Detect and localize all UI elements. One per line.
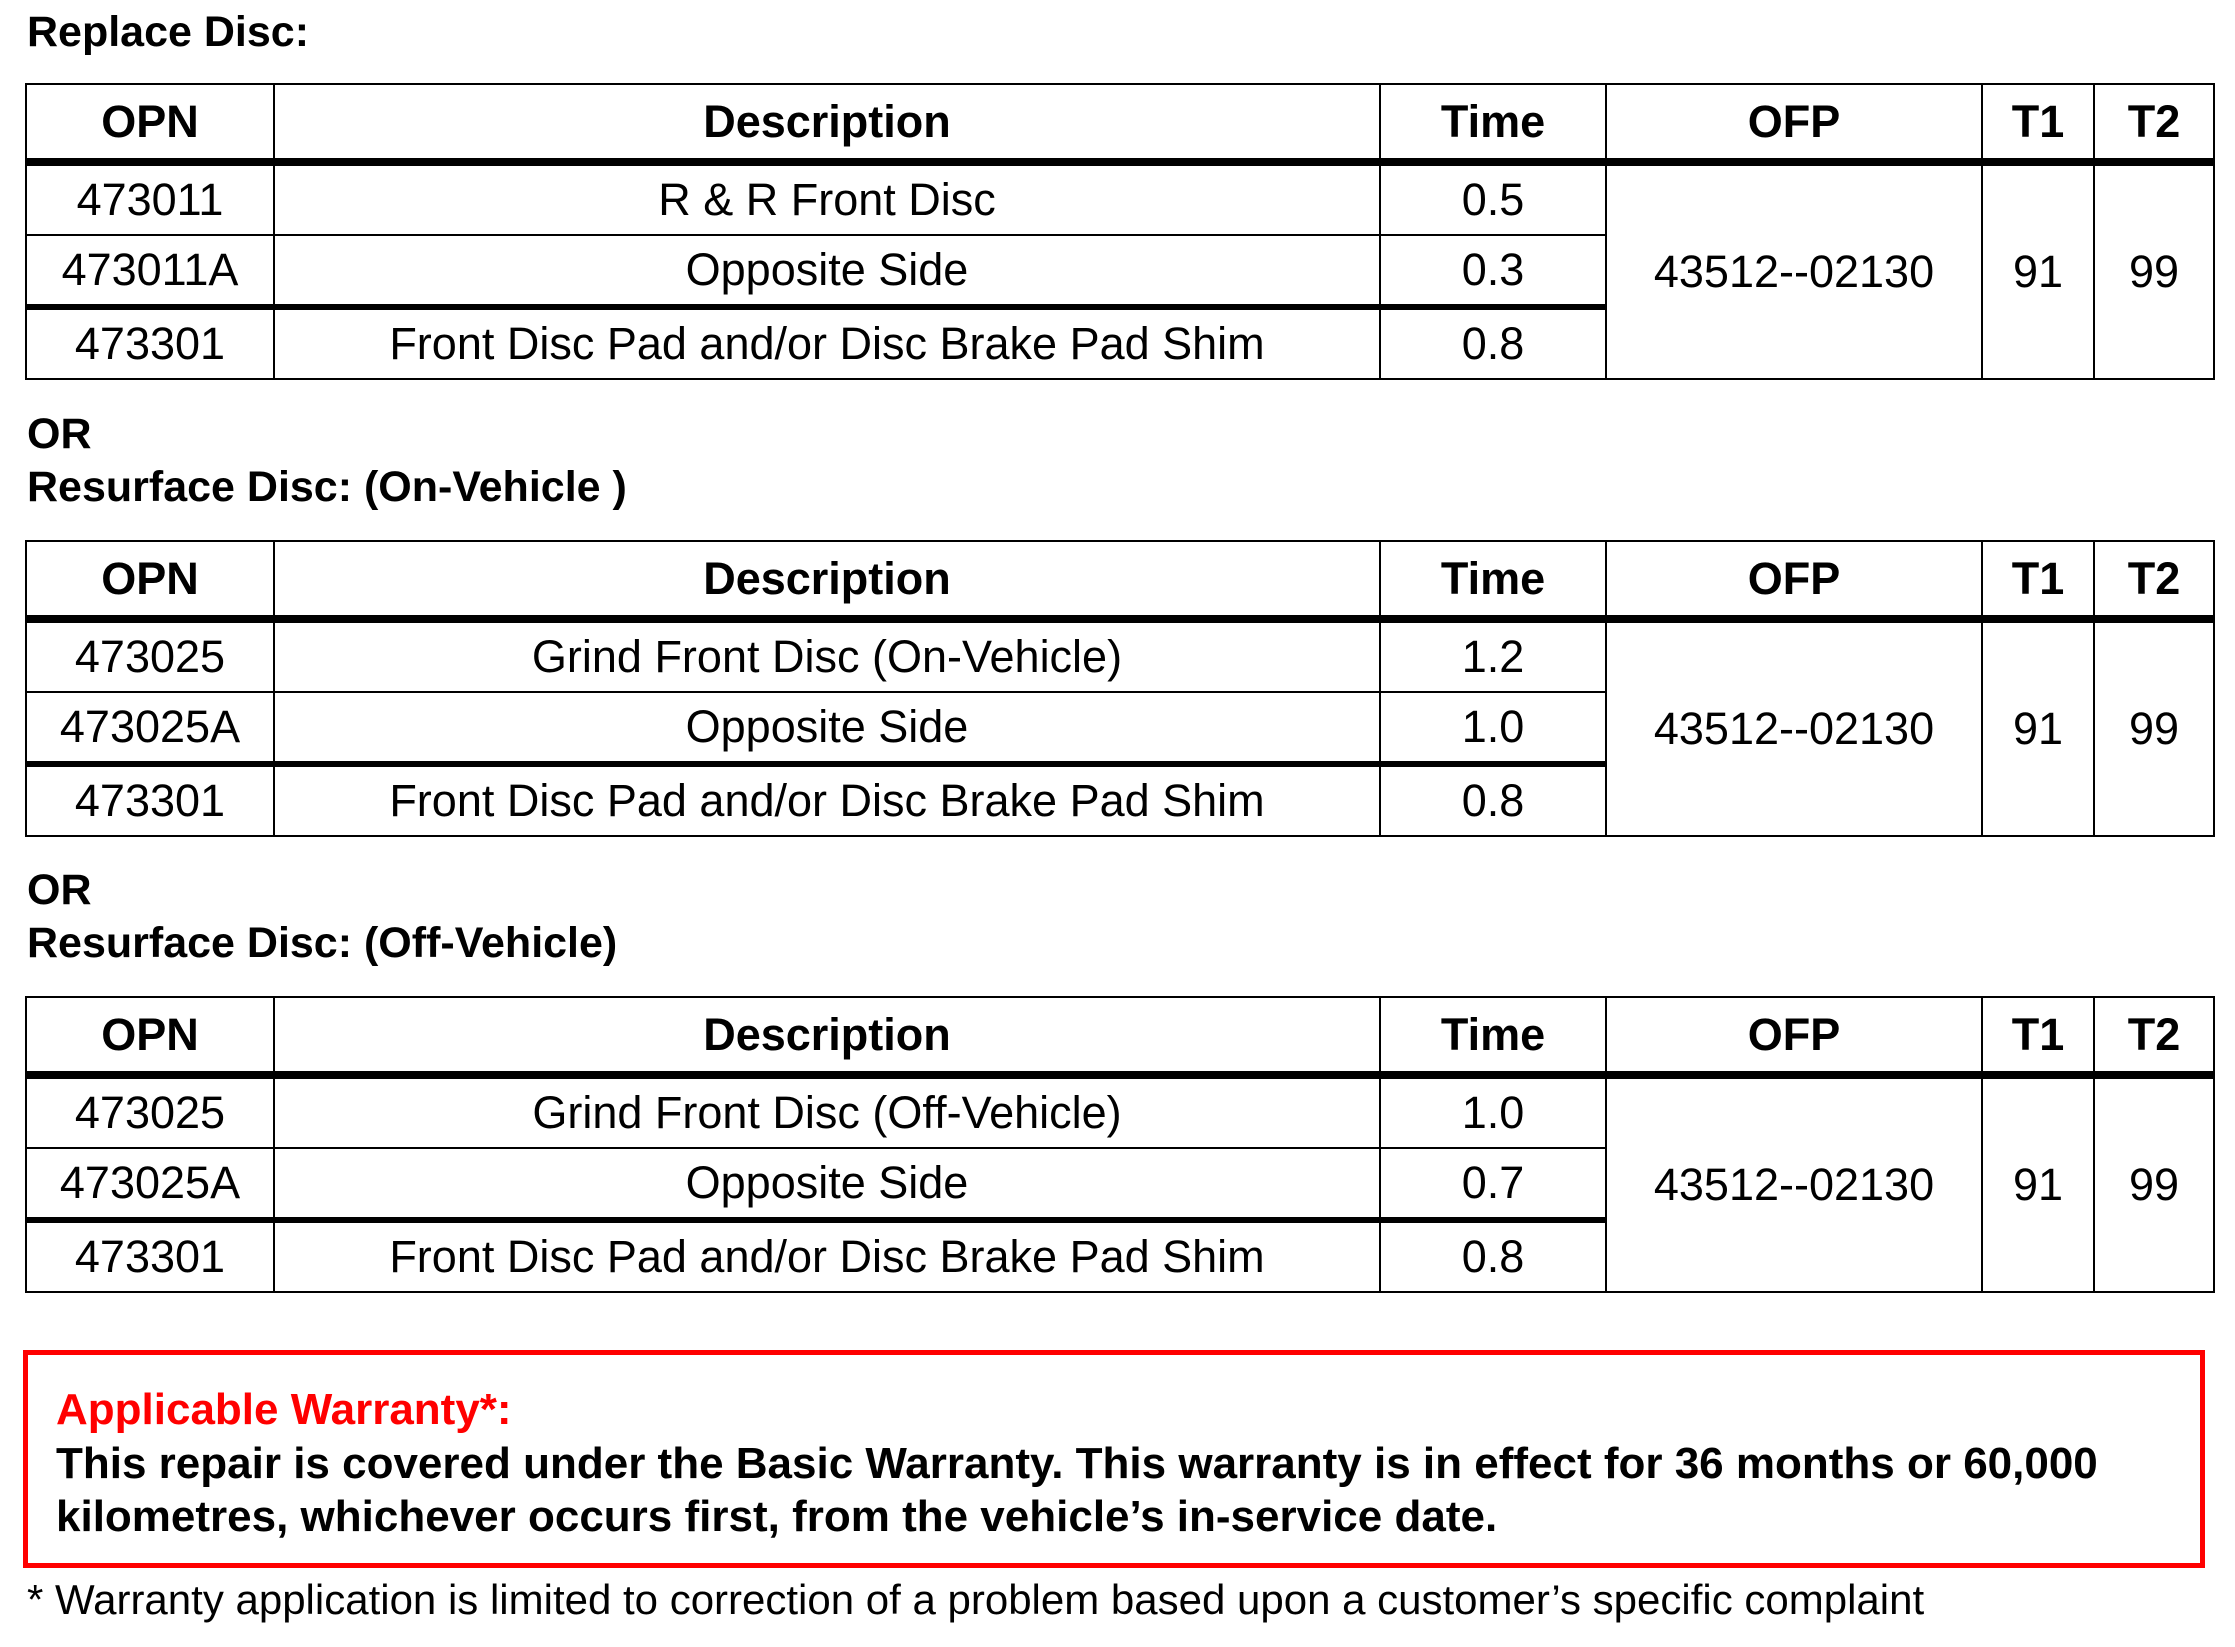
time-cell: 0.8 <box>1380 1220 1606 1292</box>
section-heading-resurface-off-vehicle: Resurface Disc: (Off-Vehicle) <box>27 919 618 967</box>
column-header-time: Time <box>1380 997 1606 1075</box>
column-header-ofp: OFP <box>1606 84 1982 162</box>
warranty-text: This repair is covered under the Basic Warranty. This warranty is in effect for 36 months or 60,000 kilometres, whichever occurs first, from the vehicle’s in-service date. <box>56 1439 2098 1541</box>
opn-cell: 473025A <box>26 1148 274 1220</box>
description-cell: Front Disc Pad and/or Disc Brake Pad Shim <box>274 764 1380 836</box>
column-header-t2: T2 <box>2094 997 2214 1075</box>
t2-cell: 99 <box>2094 1075 2214 1292</box>
description-cell: R & R Front Disc <box>274 162 1380 235</box>
labor-table-resurface-on-vehicle <box>25 540 2215 837</box>
table-row <box>26 162 2214 235</box>
column-header-t1: T1 <box>1982 541 2094 619</box>
time-cell: 1.2 <box>1380 619 1606 692</box>
column-header-time: Time <box>1380 84 1606 162</box>
t2-cell: 99 <box>2094 619 2214 836</box>
or-label: OR <box>27 410 92 458</box>
ofp-cell: 43512--02130 <box>1606 619 1982 836</box>
opn-cell: 473025A <box>26 692 274 764</box>
t1-cell: 91 <box>1982 1075 2094 1292</box>
column-header-t2: T2 <box>2094 541 2214 619</box>
description-cell: Opposite Side <box>274 692 1380 764</box>
column-header-opn: OPN <box>26 541 274 619</box>
description-cell: Grind Front Disc (Off-Vehicle) <box>274 1075 1380 1148</box>
warranty-box <box>23 1350 2205 1568</box>
opn-cell: 473025 <box>26 1075 274 1148</box>
warranty-footnote: * Warranty application is limited to correction of a problem based upon a customer’s specific complaint <box>27 1576 1925 1623</box>
column-header-time: Time <box>1380 541 1606 619</box>
time-cell: 0.7 <box>1380 1148 1606 1220</box>
opn-cell: 473301 <box>26 764 274 836</box>
column-header-description: Description <box>274 997 1380 1075</box>
column-header-ofp: OFP <box>1606 997 1982 1075</box>
table-row <box>26 619 2214 692</box>
ofp-cell: 43512--02130 <box>1606 1075 1982 1292</box>
opn-cell: 473025 <box>26 619 274 692</box>
description-cell: Grind Front Disc (On-Vehicle) <box>274 619 1380 692</box>
description-cell: Opposite Side <box>274 1148 1380 1220</box>
labor-table-replace-disc <box>25 83 2215 380</box>
column-header-opn: OPN <box>26 997 274 1075</box>
table-header-row <box>26 541 2214 619</box>
opn-cell: 473011A <box>26 235 274 307</box>
column-header-opn: OPN <box>26 84 274 162</box>
column-header-ofp: OFP <box>1606 541 1982 619</box>
time-cell: 0.5 <box>1380 162 1606 235</box>
description-cell: Opposite Side <box>274 235 1380 307</box>
column-header-description: Description <box>274 84 1380 162</box>
or-label: OR <box>27 866 92 914</box>
column-header-t2: T2 <box>2094 84 2214 162</box>
warranty-title: Applicable Warranty*: <box>56 1385 512 1434</box>
t1-cell: 91 <box>1982 162 2094 379</box>
time-cell: 0.8 <box>1380 764 1606 836</box>
column-header-t1: T1 <box>1982 997 2094 1075</box>
column-header-t1: T1 <box>1982 84 2094 162</box>
time-cell: 1.0 <box>1380 1075 1606 1148</box>
opn-cell: 473301 <box>26 307 274 379</box>
table-header-row <box>26 84 2214 162</box>
column-header-description: Description <box>274 541 1380 619</box>
labor-table-resurface-off-vehicle <box>25 996 2215 1293</box>
opn-cell: 473011 <box>26 162 274 235</box>
description-cell: Front Disc Pad and/or Disc Brake Pad Shim <box>274 1220 1380 1292</box>
opn-cell: 473301 <box>26 1220 274 1292</box>
ofp-cell: 43512--02130 <box>1606 162 1982 379</box>
time-cell: 0.3 <box>1380 235 1606 307</box>
t2-cell: 99 <box>2094 162 2214 379</box>
section-heading-replace-disc: Replace Disc: <box>27 8 310 56</box>
table-header-row <box>26 997 2214 1075</box>
table-row <box>26 1075 2214 1148</box>
description-cell: Front Disc Pad and/or Disc Brake Pad Shim <box>274 307 1380 379</box>
t1-cell: 91 <box>1982 619 2094 836</box>
time-cell: 1.0 <box>1380 692 1606 764</box>
section-heading-resurface-on-vehicle: Resurface Disc: (On-Vehicle ) <box>27 463 627 511</box>
time-cell: 0.8 <box>1380 307 1606 379</box>
